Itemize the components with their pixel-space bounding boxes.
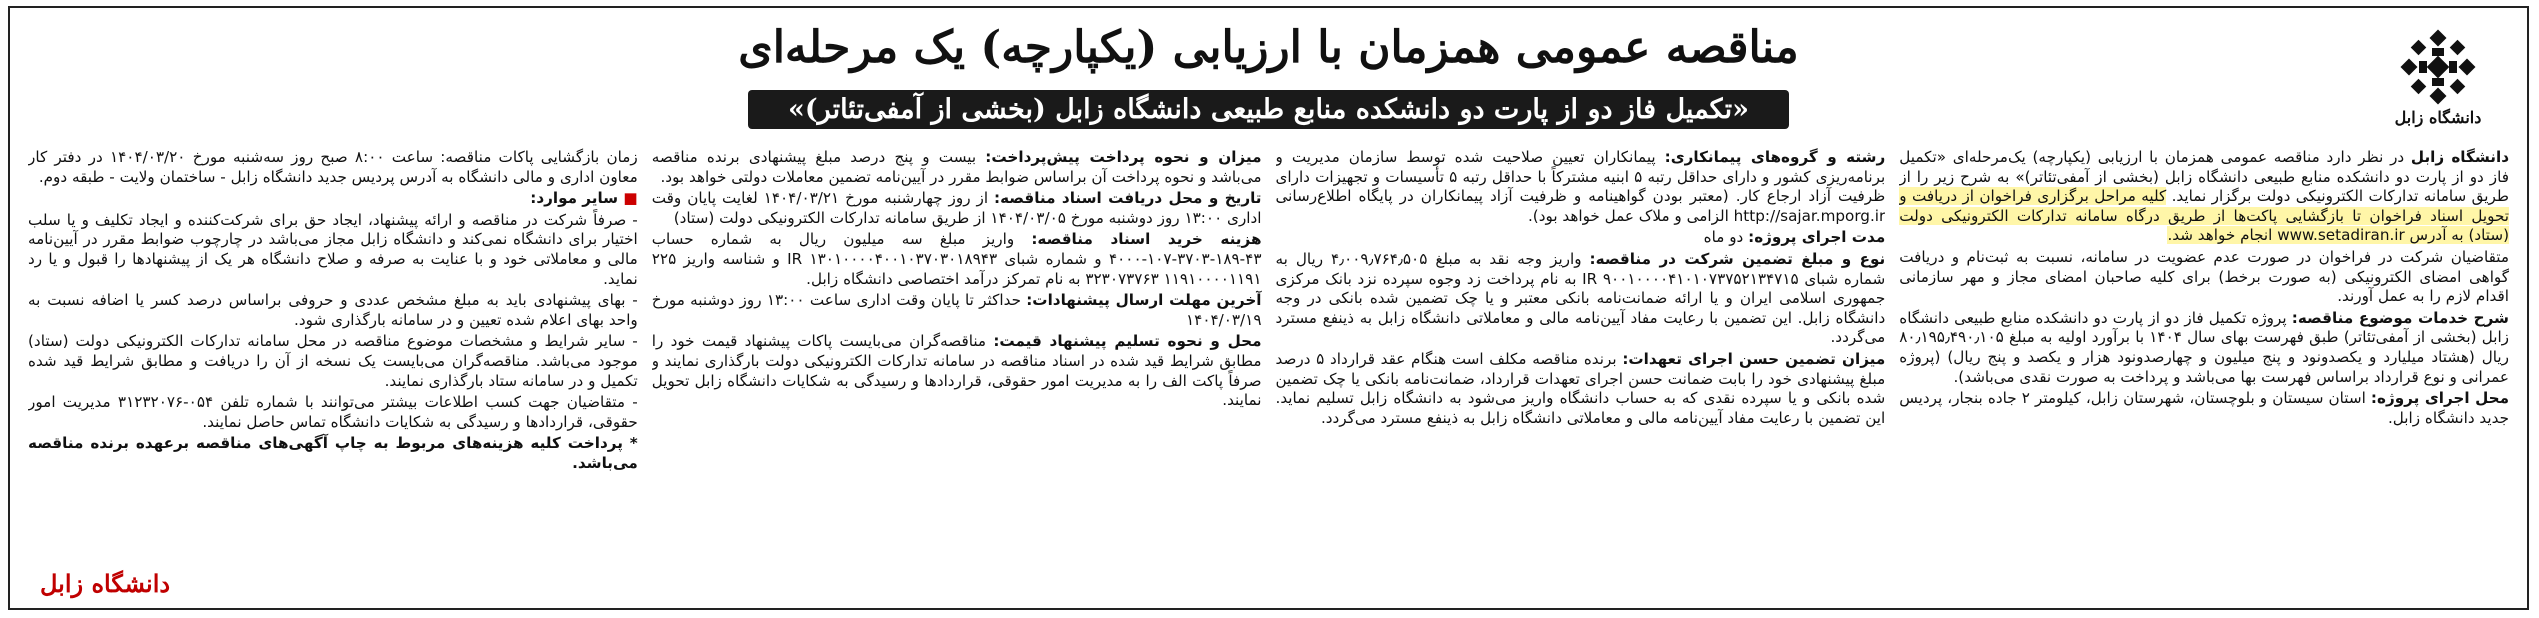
- lead: محل و نحوه تسلیم پیشنهاد قیمت:: [993, 332, 1262, 351]
- text: واریز مبلغ سه میلیون ریال به شماره حساب ۴۳-۱۸۹-۳۷۰۳-۱۰۷-۴۰۰۰ و شماره شبای IR ۱۳۰۱۰۰۰۰۴۰۰۱۰۳۷۰۳۰۱۸۹۴۳ و شناسه واریز ۲۲۵ ۱۱۹۱۰۰۰۰۱۱۹۱ ۳۲۳۰۷۳۷۶۳ به نام تمرکز درآمد اختصاصی دانشگاه زابل.: [651, 230, 1262, 288]
- paragraph: [652, 189, 1262, 228]
- lead: آخرین مهلت ارسال پیشنهادات:: [1026, 291, 1262, 310]
- paragraph: [1276, 350, 1886, 428]
- paragraph: [1276, 148, 1886, 226]
- lead: میزان تضمین حسن اجرای تعهدات:: [1622, 349, 1886, 368]
- paragraph: - بهای پیشنهادی باید به مبلغ مشخص عددی و حروفی براساس درصد کسر یا اضافه نسبت به واحد بهای اعلام شده تعیین و در سامانه بارگذاری شود.: [28, 291, 638, 329]
- signature: دانشگاه زابل: [40, 569, 171, 598]
- column-3: [652, 148, 1262, 568]
- paragraph: [28, 434, 638, 473]
- paragraph: [652, 148, 1262, 187]
- paragraph: [1899, 148, 2509, 246]
- paragraph: [1276, 250, 1886, 348]
- paragraph: زمان بازگشایی پاکات مناقصه: ساعت ۸:۰۰ صبح روز سه‌شنبه مورخ ۱۴۰۴/۰۳/۲۰ در دفتر کار معاون اداری و مالی دانشگاه به آدرس پردیس جدید دانشگاه زابل - ساختمان ولایت - طبقه دوم.: [28, 148, 638, 186]
- logo-caption: دانشگاه زابل: [2394, 108, 2482, 127]
- lead: دانشگاه زابل: [2410, 148, 2509, 166]
- highlighted-text: کلیه مراحل برگزاری فراخوان از دریافت و تحویل اسناد فراخوان تا بازگشایی پاکت‌ها از طریق درگاه سامانه تدارکات الکترونیکی دولت (ستاد) به آدرس www.setadiran.ir انجام خواهد شد.: [1899, 187, 2509, 245]
- paragraph: - متقاضیان جهت کسب اطلاعات بیشتر می‌توانند با شماره تلفن ۰۵۴-۳۱۲۳۲۰۷۶ مدیریت امور حقوقی، قراردادها و رسیدگی به شکایات دانشگاه تماس حاصل نمایند.: [28, 393, 638, 431]
- paragraph: [652, 332, 1262, 410]
- paragraph: [1899, 389, 2509, 428]
- lead: شرح خدمات موضوع مناقصه:: [2291, 308, 2509, 327]
- lead: محل اجرای پروژه:: [2370, 389, 2509, 408]
- text: بیست و پنج درصد مبلغ پیشنهادی برنده مناقصه می‌باشد و نحوه پرداخت آن براساس ضوابط مقرر در آیین‌نامه تضمین معاملات دولتی خواهد بود.: [651, 148, 1262, 186]
- paragraph: [28, 189, 638, 209]
- paragraph: - سایر شرایط و مشخصات موضوع مناقصه در محل سامانه تدارکات الکترونیکی دولت (ستاد) موجود می‌باشد. مناقصه‌گران می‌بایست یک نسخه از آن را دریافت و مطابق شرایط قید شده تکمیل و در سامانه ستاد بارگذاری نمایند.: [28, 332, 638, 390]
- body-columns: [28, 148, 2509, 568]
- footnote: * پرداخت کلیه هزینه‌های مربوط به چاپ آگهی‌های مناقصه برعهده برنده مناقصه می‌باشد.: [28, 434, 638, 472]
- lead: هزینه خرید اسناد مناقصه:: [1031, 230, 1262, 249]
- text: استان سیستان و بلوچستان، شهرستان زابل، کیلومتر ۲ جاده بنجار، پردیس جدید دانشگاه زابل.: [1899, 389, 2509, 427]
- lead: سایر موارد:: [530, 189, 624, 208]
- paragraph: [652, 291, 1262, 330]
- tender-notice: [8, 6, 2529, 610]
- lead: رشته و گروه‌های پیمانکاری:: [1664, 148, 1886, 166]
- lead: نوع و مبلغ تضمین شرکت در مناقصه:: [1589, 249, 1886, 268]
- text: برنده مناقصه مکلف است هنگام عقد قرارداد ۵ درصد مبلغ پیشنهادی خود را بابت ضمانت حسن اجرای تعهدات قرارداد، ضمانت‌نامه بانکی یا چک تضمین شده بانکی و یا سپرده نقدی که به حساب دانشگاه واریز می‌شود به دانشگاه زابل تسلیم نماید. این تضمین با رعایت مفاد آیین‌نامه مالی و معاملاتی دانشگاه زابل به ذینفع مسترد می‌گردد.: [1275, 349, 1886, 427]
- text: پروژه تکمیل فاز دو از پارت دو دانشکده منابع طبیعی دانشگاه زابل (بخشی از آمفی‌تئاتر) طبق فهرست بهای سال ۱۴۰۴ با برآورد اولیه به مبلغ ۸۰٫۱۹۵٫۴۹۰٫۱۰۵ ریال (هشتاد میلیارد و یکصدونود و پنج میلیون و چهارصدونود هزار و یکصد و پنج ریال) (پروژه عمرانی و نوع قرارداد براساس فهرست بها می‌باشد و پرداخت به صورت نقدی می‌باشد).: [1899, 308, 2509, 386]
- text: واریز وجه نقد به مبلغ ۴٫۰۰۹٫۷۶۴٫۵۰۵ ریال به شماره شبای IR ۹۰۰۱۰۰۰۰۴۱۰۱۰۷۳۷۵۲۱۳۴۷۱۵ به نام پرداخت زد وجوه سپرده نزد بانک مرکزی جمهوری اسلامی ایران و یا ارائه ضمانت‌نامه بانکی معتبر و یا چک تضمین شده بانکی در وجه دانشگاه زابل. این تضمین با رعایت مفاد آیین‌نامه مالی و معاملاتی دانشگاه زابل به ذینفع مسترد می‌گردد.: [1275, 249, 1886, 347]
- subtitle: «تکمیل فاز دو از پارت دو دانشکده منابع طبیعی دانشگاه زابل (بخشی از آمفی‌تئاتر)»: [748, 90, 1789, 129]
- paragraph: [652, 230, 1262, 289]
- paragraph: متقاضیان شرکت در فراخوان در صورت عدم عضویت در سامانه، نسبت به ثبت‌نام و دریافت گواهی امضای الکترونیکی (به صورت برخط) برای کلیه صاحبان امضای مجاز و مهر سازمانی اقدام لازم را به عمل آورند.: [1899, 247, 2509, 306]
- column-4: [28, 148, 638, 568]
- text: دو ماه: [1703, 228, 1749, 247]
- text: مناقصه‌گران می‌بایست پاکات پیشنهاد قیمت خود را مطابق شرایط قید شده در اسناد مناقصه در سامانه تدارکات الکترونیکی دولت بارگذاری نمایند و صرفاً پاکت الف را به مدیریت امور حقوقی، قراردادها و رسیدگی به شکایات دانشگاه زابل تحویل نمایند.: [651, 332, 1262, 410]
- column-1: [1899, 148, 2509, 568]
- lead: مدت اجرای پروژه:: [1748, 228, 1886, 247]
- paragraph: [1276, 228, 1886, 248]
- text: از روز چهارشنبه مورخ ۱۴۰۴/۰۳/۲۱ لغایت پایان وقت اداری ۱۳:۰۰ روز دوشنبه مورخ ۱۴۰۴/۰۳/۰۵ از طریق سامانه تدارکات الکترونیکی دولت (ستاد): [651, 189, 1262, 227]
- text: حداکثر تا پایان وقت اداری ساعت ۱۳:۰۰ روز دوشنبه مورخ ۱۴۰۴/۰۳/۱۹: [651, 291, 1262, 329]
- paragraph: - صرفاً شرکت در مناقصه و ارائه پیشنهاد، ایجاد حق برای شرکت‌کننده و ایجاد تکلیف و یا سلب اختیار برای دانشگاه نمی‌کند و دانشگاه زابل مجاز می‌باشد در چارچوب ضوابط مقرر در آیین‌نامه مالی و معاملاتی خود و با عنایت به صرفه و صلاح دانشگاه هر یک از پیشنهادها را قبول و یا رد نماید.: [28, 210, 638, 288]
- lead: میزان و نحوه پرداخت پیش‌پرداخت:: [985, 148, 1262, 166]
- page-title: مناقصه عمومی همزمان با ارزیابی (یکپارچه) یک مرحله‌ای: [738, 22, 1799, 73]
- bullet-square-icon: ■: [623, 189, 638, 208]
- text: در نظر دارد مناقصه عمومی همزمان با ارزیابی (یکپارچه) یک‌مرحله‌ای «تکمیل فاز دو از پارت دو دانشکده منابع طبیعی دانشگاه زابل (بخشی از آمفی‌تئاتر)» به شرح زیر را از طریق سامانه تدارکات الکترونیکی دولت برگزار نماید.: [1899, 148, 2509, 206]
- lead: تاریخ و محل دریافت اسناد مناقصه:: [994, 189, 1262, 208]
- column-2: [1276, 148, 1886, 568]
- paragraph: [1899, 309, 2509, 387]
- text: پیمانکاران تعیین صلاحیت شده توسط سازمان مدیریت و برنامه‌ریزی کشور و دارای حداقل رتبه ۵ ابنیه مشترکاً با حداقل رتبه ۵ تأسیسات و تجهیزات دارای ظرفیت آزاد ارجاع کار. (معتبر بودن گواهینامه و ظرفیت آزاد پیمانکاران در پایگاه اطلاع‌رسانی http://sajar.mporg.ir الزامی و ملاک عمل خواهد بود).: [1275, 148, 1886, 225]
- subtitle-bar: [10, 90, 2527, 129]
